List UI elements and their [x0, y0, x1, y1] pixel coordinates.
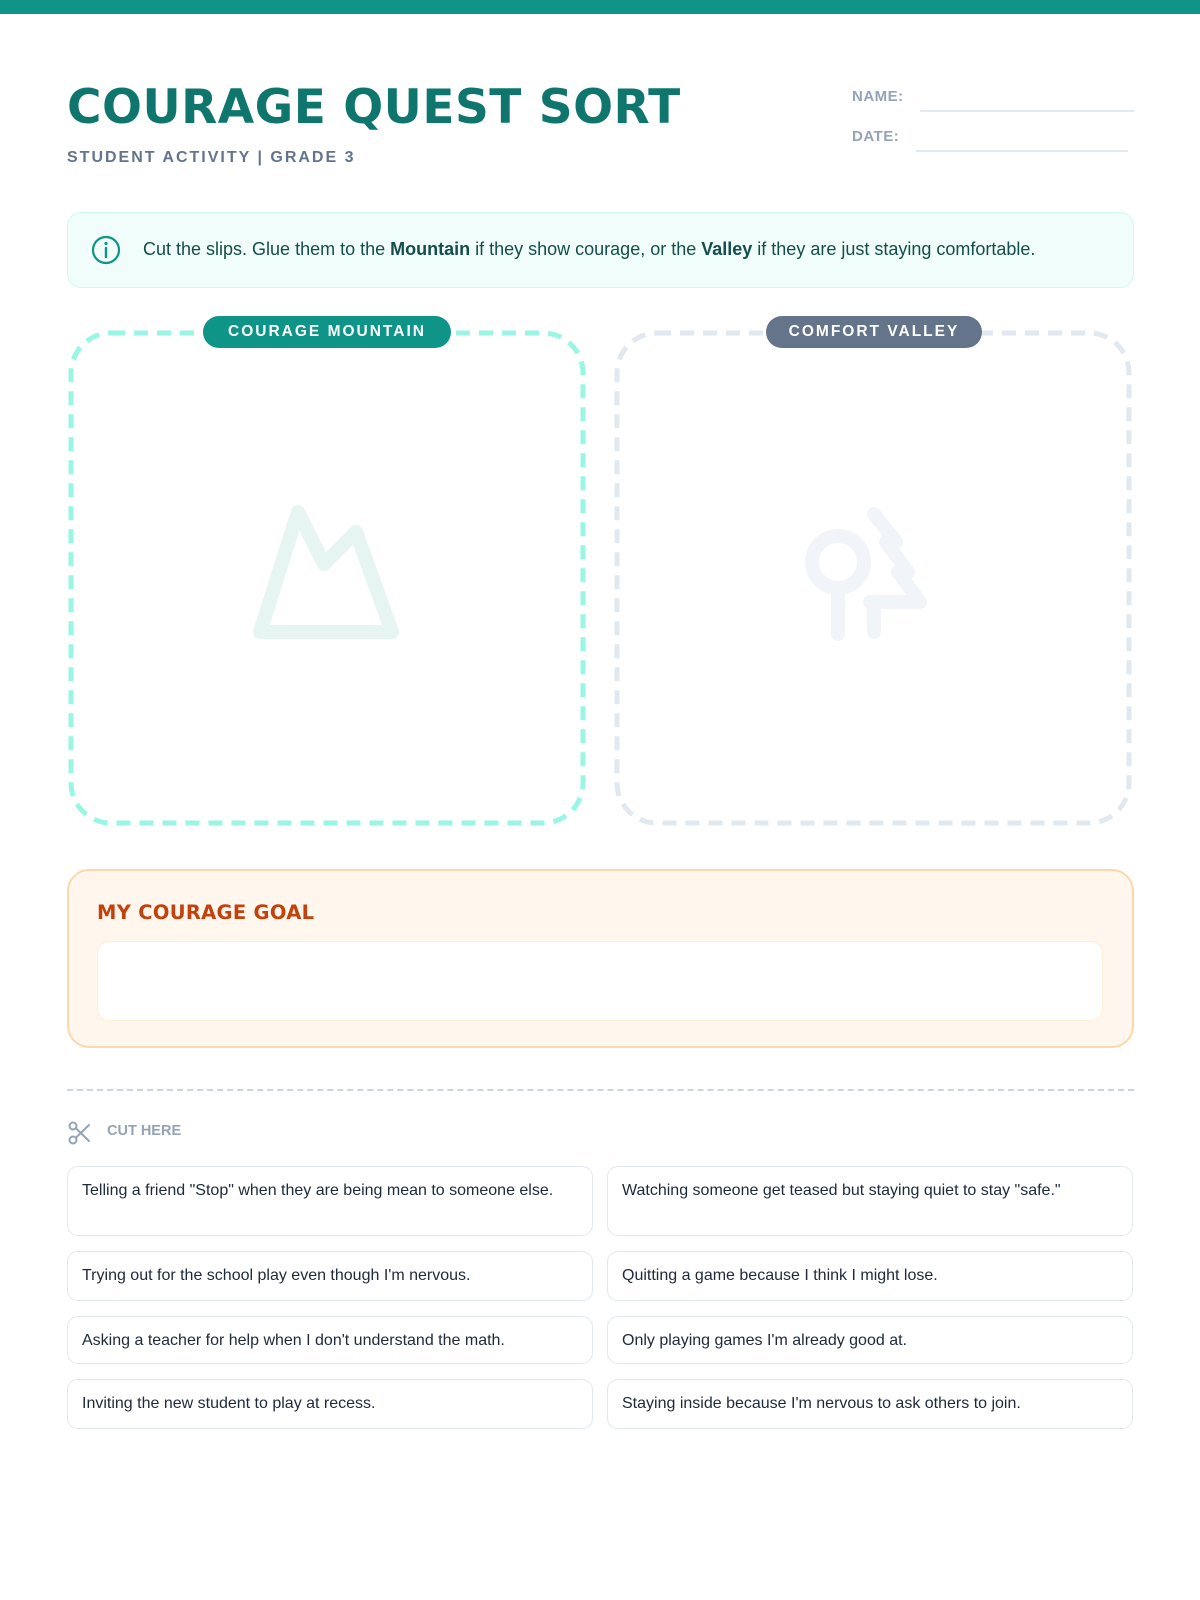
trees-icon — [798, 502, 946, 650]
sort-slip[interactable]: Watching someone get teased but staying quiet to stay "safe." — [607, 1166, 1133, 1236]
sort-slip[interactable]: Inviting the new student to play at recess. — [67, 1379, 593, 1429]
cut-line — [67, 1089, 1134, 1091]
sort-slip[interactable]: Quitting a game because I think I might lose. — [607, 1251, 1133, 1301]
mountain-keyword: Mountain — [390, 239, 471, 259]
sort-slip[interactable]: Telling a friend "Stop" when they are being mean to someone else. — [67, 1166, 593, 1236]
info-icon — [90, 234, 122, 266]
instructions-text: Cut the slips. Glue them to the Mountain if they show courage, or the Valley if they are just staying comfortable. — [143, 239, 1036, 259]
top-accent-bar — [0, 0, 1200, 14]
sort-slip[interactable]: Only playing games I'm already good at. — [607, 1316, 1133, 1364]
courage-mountain-zone[interactable] — [68, 330, 586, 826]
page-title: COURAGE QUEST SORT — [67, 80, 681, 135]
courage-goal-title: MY COURAGE GOAL — [97, 901, 315, 924]
comfort-valley-label: COMFORT VALLEY — [766, 316, 982, 348]
date-label: DATE: — [852, 128, 900, 145]
cut-here-label: CUT HERE — [107, 1123, 182, 1139]
name-label: NAME: — [852, 88, 904, 105]
courage-goal-box — [67, 869, 1134, 1048]
name-field[interactable] — [920, 110, 1134, 112]
comfort-valley-zone[interactable] — [614, 330, 1132, 826]
scissors-icon — [67, 1120, 93, 1146]
courage-mountain-label: COURAGE MOUNTAIN — [203, 316, 451, 348]
valley-keyword: Valley — [701, 239, 753, 259]
sort-slip[interactable]: Trying out for the school play even though I'm nervous. — [67, 1251, 593, 1301]
date-field[interactable] — [916, 150, 1128, 152]
mountain-icon — [252, 502, 400, 642]
instructions-box — [67, 212, 1134, 288]
sort-slip[interactable]: Staying inside because I'm nervous to ask others to join. — [607, 1379, 1133, 1429]
sort-slip[interactable]: Asking a teacher for help when I don't understand the math. — [67, 1316, 593, 1364]
courage-goal-input[interactable] — [97, 941, 1103, 1021]
page-subtitle: STUDENT ACTIVITY | GRADE 3 — [67, 149, 356, 166]
